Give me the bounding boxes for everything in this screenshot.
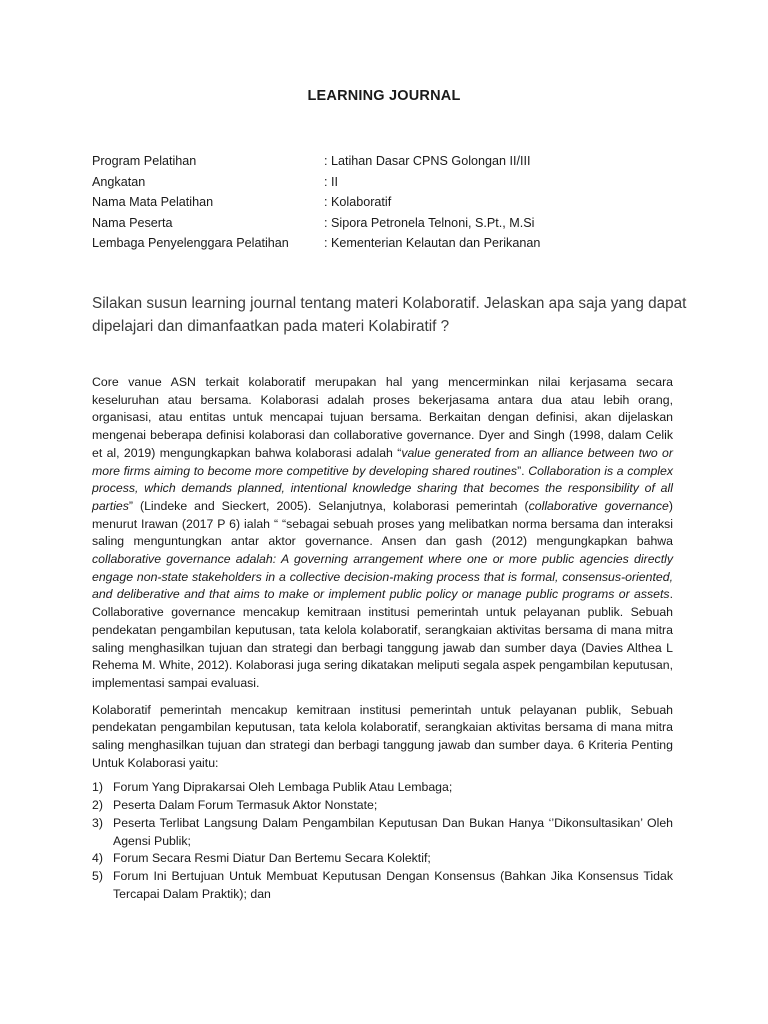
list-text: Forum Secara Resmi Diatur Dan Bertemu Secara Kolektif; [113,851,431,866]
info-row [92,172,540,193]
list-item [92,779,673,797]
list-number: 5) [92,868,103,883]
info-label: Program Pelatihan [92,154,197,168]
list-number: 3) [92,815,103,830]
body-paragraph-1 [92,374,673,693]
list-text: Peserta Terlibat Langsung Dalam Pengambilan Keputusan Dan Bukan Hanya ‘’Dikonsultasikan’ Oleh Agensi Publik; [113,815,673,848]
list-item [92,815,673,850]
journal-question: Silakan susun learning journal tentang materi Kolaboratif. Jelaskan apa saja yang dapat dipelajari dan dimanfaatkan pada materi Kolabiratif ? [92,295,687,335]
p1-text: ” (Lindeke and Sieckert, 2005). Selanjutnya, kolaborasi pemerintah ( [128,498,529,513]
info-label: Lembaga Penyelenggara Pelatihan [92,236,289,250]
info-row [92,192,540,213]
list-item [92,850,673,868]
list-number: 2) [92,798,103,813]
list-text: Peserta Dalam Forum Termasuk Aktor Nonstate; [113,798,378,813]
info-value: : Kementerian Kelautan dan Perikanan [324,236,541,250]
list-number: 4) [92,851,103,866]
list-text: Forum Ini Bertujuan Untuk Membuat Keputusan Dengan Konsensus (Bahkan Jika Konsensus Tidak Tercapai Dalam Praktik); dan [113,868,673,901]
journal-body [92,374,673,903]
info-row [92,213,540,234]
info-row [92,151,540,172]
document-title: LEARNING JOURNAL [307,88,461,104]
p1-quote-ansell-gash: collaborative governance adalah: A governing arrangement where one or more public agencies directly engage non-state stakeholders in a collective decision-making process that is formal, consensus-oriented, and deliberative and that aims to make or implement public policy or manage public programs or assets [92,552,673,602]
info-label: Nama Peserta [92,215,173,230]
p1-text: ) menurut Irawan (2017 P 6) ialah “ “sebagai sebuah proses yang melibatkan norma bersama dan interaksi saling menguntungkan antar aktor governance. Ansen dan gash (2012) mengungkapkan bahwa [92,498,673,549]
info-value: : II [324,174,338,189]
list-item [92,868,673,903]
list-item [92,797,673,815]
p1-text: . Collaborative governance mencakup kemitraan institusi pemerintah untuk pelayanan publik. Sebuah pendekatan pengambilan keputusan, tata kelola kolaboratif, serangkaian aktivitas bersama di mana mitra saling menghasilkan tujuan dan strategi dan berbagi tanggung jawab dan sumber daya (Davies Althea L Rehema M. White, 2012). Kolaborasi juga sering dikatakan meliputi segala aspek pengambilan keputusan, implementasi sampai evaluasi. [92,587,673,690]
p1-text: Core vanue ASN terkait kolaboratif merupakan hal yang mencerminkan nilai kerjasama secara keseluruhan atau bersama. Kolaborasi adalah proses bekerjasama antara dua atau lebih orang, organisasi, atau entitas untuk mencapai tujuan bersama. Berkaitan dengan definisi, akan dijelaskan mengenai beberapa definisi kolaborasi dan collaborative governance. Dyer and Singh (1998, dalam Celik et al, 2019) mengungkapkan bahwa kolaborasi adalah “ [92,375,673,460]
list-text: Forum Yang Diprakarsai Oleh Lembaga Publik Atau Lembaga; [113,780,453,795]
p1-term-collaborative-governance: collaborative governance [528,498,669,513]
info-value: : Kolaboratif [324,195,392,209]
info-row [92,233,540,254]
list-number: 1) [92,780,103,795]
p1-quote-lindeke: Collaboration is a complex process, which demands planned, intentional knowledge sharing that becomes the responsibility of all parties [92,463,674,513]
criteria-list [92,779,673,903]
info-table [92,151,540,254]
info-label: Angkatan [92,174,146,189]
p1-quote-dyer-singh: value generated from an alliance between two or more firms aiming to become more competitive by developing shared routines [92,445,673,478]
info-value: : Latihan Dasar CPNS Golongan II/III [324,154,531,168]
p1-text: ”. [517,463,529,478]
info-value: : Sipora Petronela Telnoni, S.Pt., M.Si [324,215,535,230]
body-paragraph-2: Kolaboratif pemerintah mencakup kemitraan institusi pemerintah untuk pelayanan publik, Sebuah pendekatan pengambilan keputusan, tata kelola kolaboratif, serangkaian aktivitas bersama di mana mitra saling menghasilkan tujuan dan strategi dan berbagi tanggung jawab dan sumber daya. 6 Kriteria Penting Untuk Kolaborasi yaitu: [92,702,673,770]
info-label: Nama Mata Pelatihan [92,195,214,209]
